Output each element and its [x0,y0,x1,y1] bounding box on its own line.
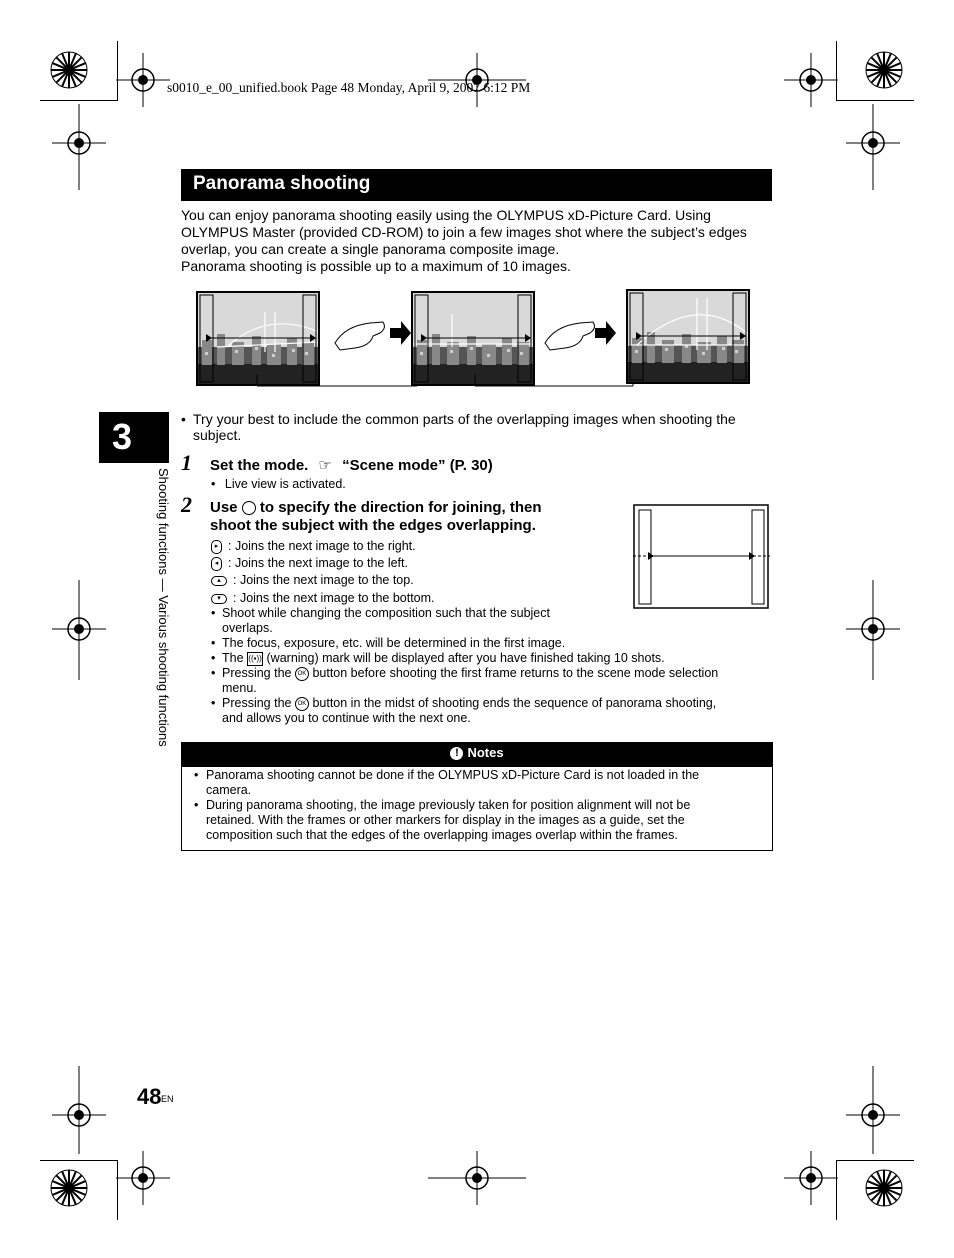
notes-list [194,768,764,843]
arrow-down-key-icon: ▾ [211,594,227,604]
book-header-line: s0010_e_00_unified.book Page 48 Monday, April 9, 2007 6:12 PM [167,80,531,95]
step-2-text-c: shoot the subject with the edges overlapping. [210,517,536,534]
bullet-dot-icon: • [211,696,216,710]
direction-bottom-text: : Joins the next image to the bottom. [233,591,435,605]
bullet-text: The [222,651,244,665]
section-title: Panorama shooting [193,173,371,194]
intro-line: You can enjoy panorama shooting easily using the OLYMPUS xD-Picture Card. Using [181,207,711,223]
bullet-text: button in the midst of shooting ends the sequence of panorama shooting, [312,696,717,710]
step-1-number: 1 [181,450,192,475]
arrow-up-key-icon: ▴ [211,576,227,586]
step-2-text-a: Use [210,499,238,516]
intro-line: overlap, you can create a single panorama composite image. [181,241,560,257]
list-item [194,798,764,843]
step-2-text-b: to specify the direction for joining, then [259,499,542,516]
step-1-text-b: “Scene mode” (P. 30) [342,457,493,474]
direction-right [211,539,416,554]
arrow-pad-icon [242,501,256,515]
bullet-text: overlaps. [222,621,273,635]
bullet-text: The focus, exposure, etc. will be determined in the first image. [222,636,566,650]
page-number: 48 [137,1084,162,1109]
direction-left-text: : Joins the next image to the left. [228,556,408,570]
arrow-right-key-icon: ▸ [211,540,222,554]
ok-button-icon: OK [295,667,309,681]
intro-paragraph [181,207,781,275]
notes-title: Notes [467,745,504,760]
bullet-text: Pressing the [222,666,292,680]
list-item [194,768,764,798]
tip-line: Try your best to include the common parts of the overlapping images when shooting the [193,411,736,427]
list-item [211,666,771,696]
step-2-text [210,499,600,535]
direction-left [211,556,408,571]
bullet-dot-icon: • [194,768,199,782]
page-language: EN [161,1094,174,1104]
step-1-text-a: Set the mode. [210,457,309,474]
note-text: composition such that the edges of the overlapping images overlap within the frames. [206,828,678,842]
bullet-dot-icon: • [211,477,216,491]
bullet-dot-icon: • [211,636,216,650]
bullet-dot-icon: • [181,411,186,427]
bullet-dot-icon: • [194,798,199,812]
intro-line: Panorama shooting is possible up to a maximum of 10 images. [181,258,571,274]
camera-shake-warning-icon: ((▪)) [247,652,263,666]
panorama-illustration [195,288,755,398]
list-item [211,606,771,636]
bullet-text: Shoot while changing the composition such that the subject [222,606,550,620]
hand-pointer-icon: ☞ [318,457,332,474]
tip-line: subject. [193,427,242,443]
bullet-text: menu. [222,681,257,695]
note-text: Panorama shooting cannot be done if the OLYMPUS xD-Picture Card is not loaded in the [206,768,700,782]
direction-top-text: : Joins the next image to the top. [233,573,414,587]
step-1-text [210,457,493,475]
bullet-dot-icon: • [211,606,216,620]
note-text: During panorama shooting, the image previously taken for position alignment will not be [206,798,691,812]
step-1-sub [211,477,346,492]
step-2-bullets [211,606,771,726]
direction-bottom [211,591,435,606]
intro-line: OLYMPUS Master (provided CD-ROM) to join a few images shot where the subject’s edges [181,224,747,240]
bullet-text: button before shooting the first frame returns to the scene mode selection [312,666,719,680]
direction-top [211,573,414,588]
ok-button-icon: OK [295,697,309,711]
step-1-sub-text: Live view is activated. [224,477,346,491]
step-2-number: 2 [181,492,192,517]
bullet-dot-icon: • [211,651,216,665]
bullet-text: (warning) mark will be displayed after you have finished taking 10 shots. [266,651,665,665]
note-text: retained. With the frames or other markers for display in the images as a guide, set the [206,813,685,827]
exclamation-icon: ! [450,747,463,760]
direction-right-text: : Joins the next image to the right. [228,539,416,553]
notes-box [181,742,773,851]
tip-bullet [181,411,771,443]
list-item [211,651,771,666]
chapter-number: 3 [111,416,133,457]
section-title-bar [181,169,772,201]
chapter-tab [99,412,169,463]
bullet-text: and allows you to continue with the next one. [222,711,471,725]
chapter-side-label: Shooting functions — Various shooting functions [156,468,171,747]
bullet-dot-icon: • [211,666,216,680]
arrow-left-key-icon: ◂ [211,557,222,571]
list-item [211,636,771,651]
list-item [211,696,771,726]
notes-header [182,743,772,767]
bullet-text: Pressing the [222,696,292,710]
note-text: camera. [206,783,252,797]
direction-diagram [633,504,770,611]
